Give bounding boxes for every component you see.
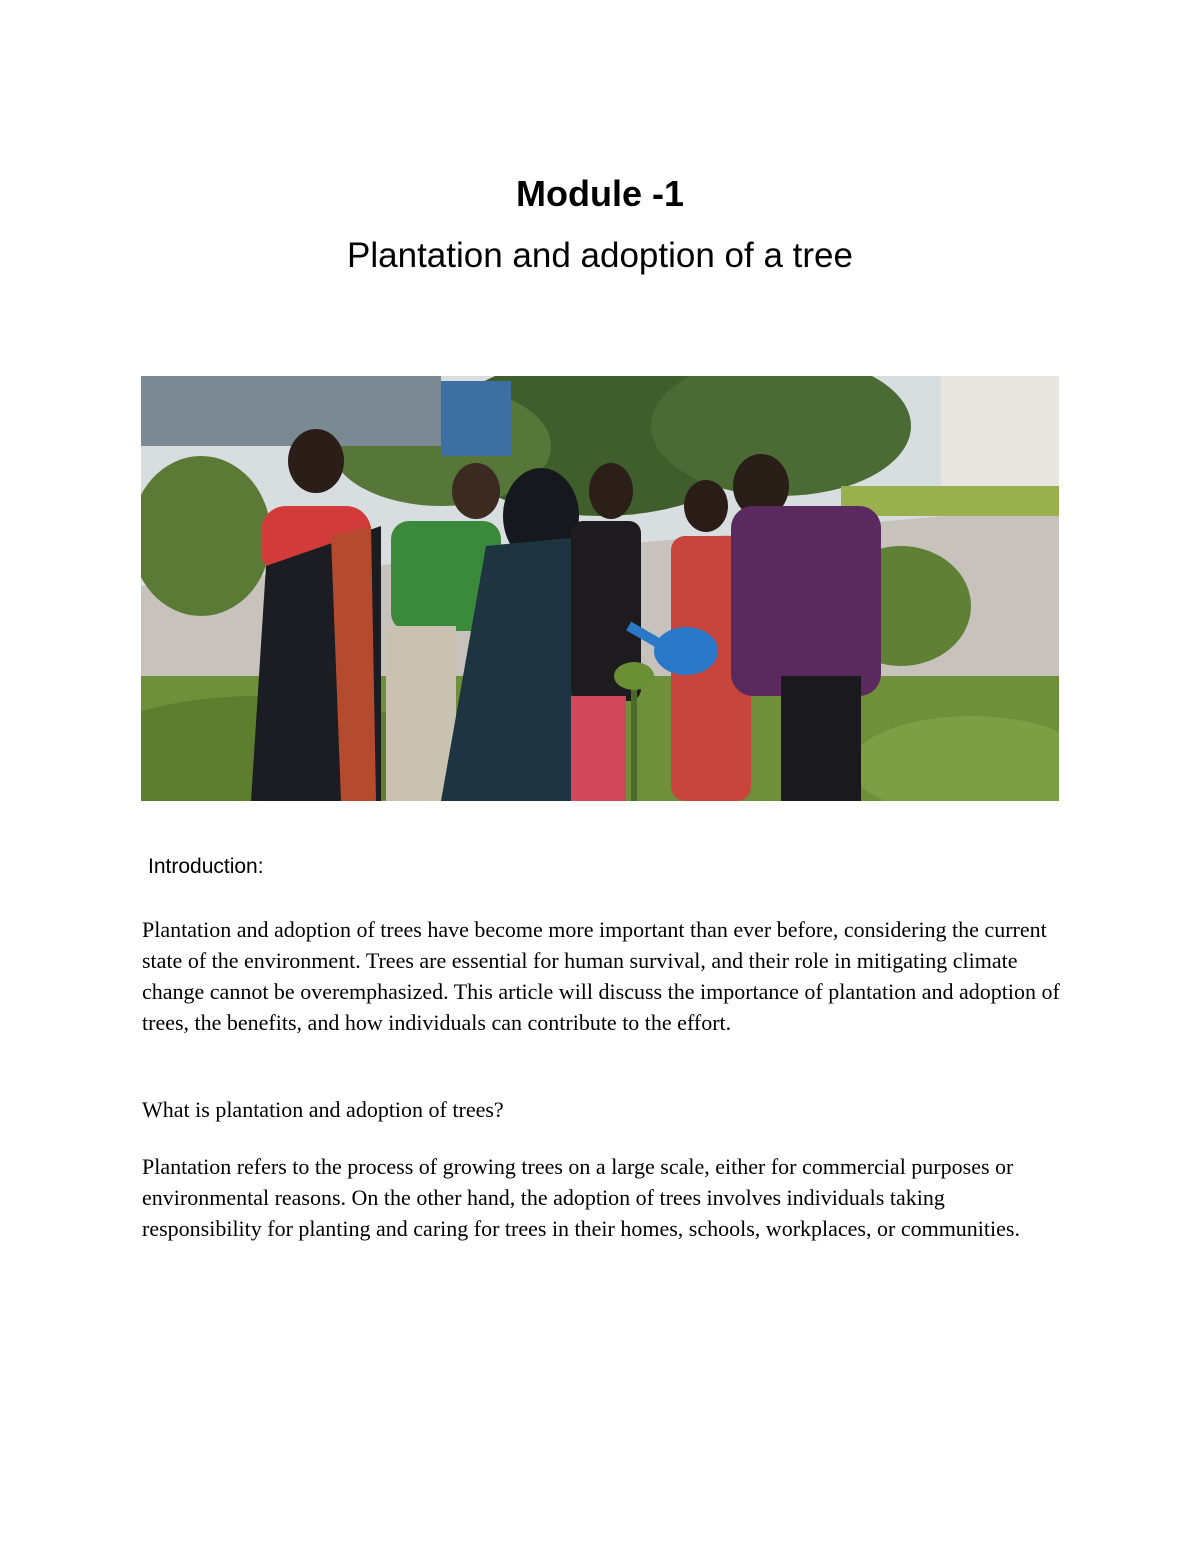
introduction-heading: Introduction: xyxy=(148,855,264,878)
definition-paragraph: Plantation refers to the process of growing trees on a large scale, either for commercial purposes or environmental reasons. On the other hand, the adoption of trees involves individuals taking responsibility for planting and caring for trees in their homes, schools, workplaces, or communities. xyxy=(142,1154,1020,1241)
question-line: What is plantation and adoption of trees? xyxy=(142,1097,504,1122)
tree-plantation-photo xyxy=(141,376,1059,801)
intro-paragraph: Plantation and adoption of trees have become more important than ever before, considering the current state of the environment. Trees are essential for human survival, and their role in mitigating climate change cannot be overemphasized. This article will discuss the importance of plantation and adoption of trees, the benefits, and how individuals can contribute to the effort. xyxy=(142,917,1060,1035)
page-subtitle: Plantation and adoption of a tree xyxy=(347,236,853,275)
page-title: Module -1 xyxy=(516,173,684,214)
